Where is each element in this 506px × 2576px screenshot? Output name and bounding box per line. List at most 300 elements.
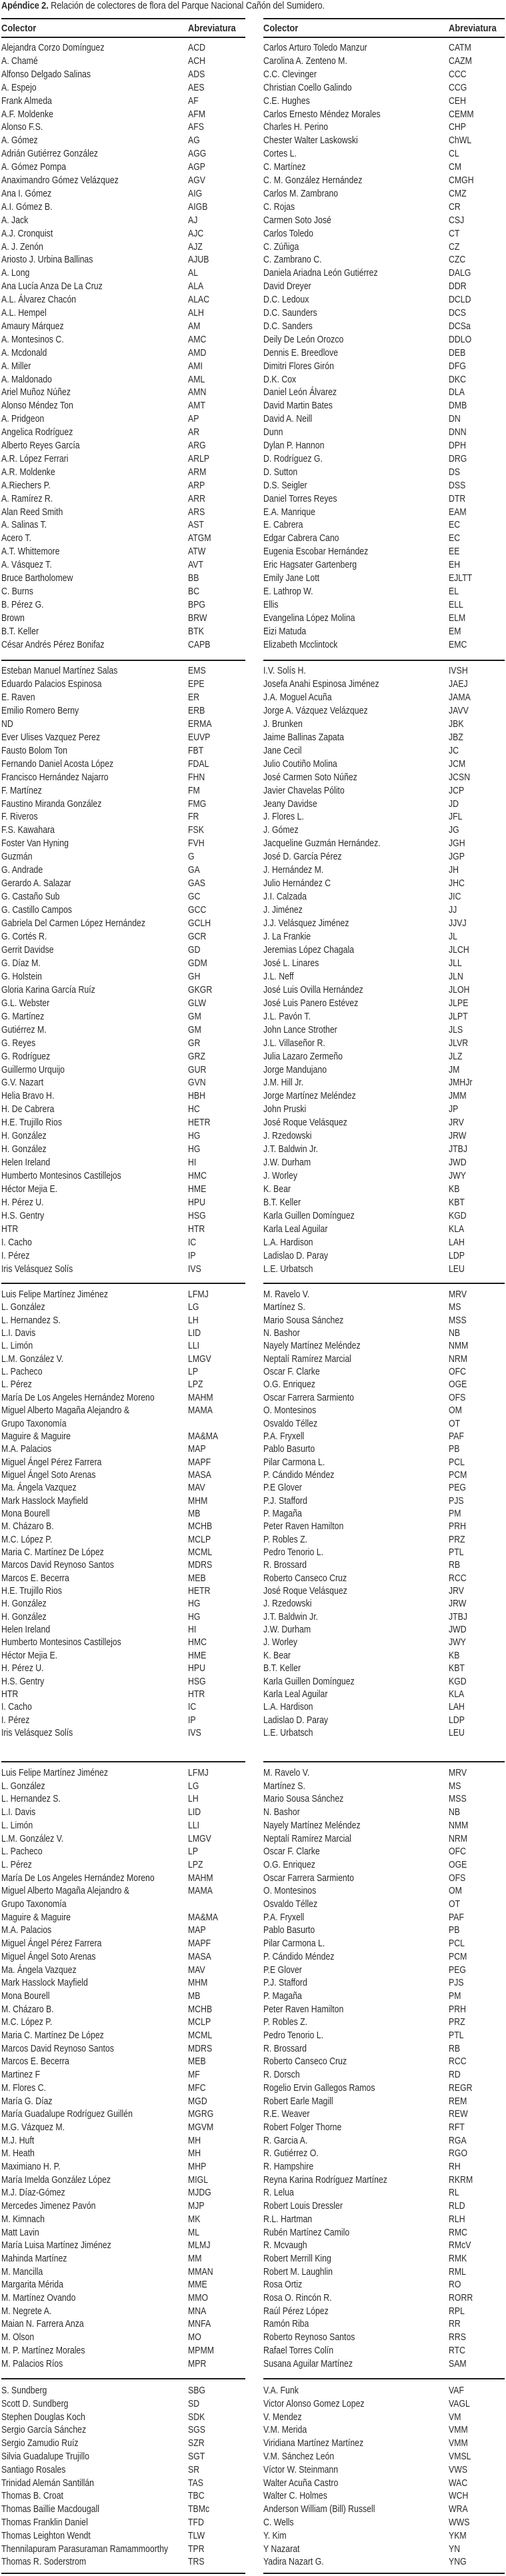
collector-abbreviation: LPZ — [188, 1379, 203, 1391]
collector-abbreviation: HG — [188, 1610, 201, 1622]
collector-abbreviation: LEU — [449, 1263, 465, 1275]
section-1-right-rule — [263, 660, 505, 661]
collector-abbreviation: JTBJ — [449, 1143, 468, 1155]
section-4-right-rule — [263, 2378, 505, 2379]
collector-name: Rosa O. Rincón R. — [263, 2292, 332, 2303]
collector-name: M.C. López P. — [1, 1533, 53, 1545]
collector-name: C. Rojas — [263, 201, 295, 213]
collector-name: Sergio García Sánchez — [1, 2424, 87, 2436]
collector-name: Miguel Ángel Pérez Farrera — [1, 1456, 102, 1468]
collector-name: A.L. Álvarez Chacón — [1, 294, 77, 306]
collector-name: K. Bear — [263, 1183, 291, 1195]
collector-abbreviation: EE — [449, 546, 460, 558]
collector-name: Ariel Muñoz Núñez — [1, 386, 71, 398]
collector-name: María Guadalupe Rodríguez Guillén — [1, 2108, 133, 2120]
collector-abbreviation: YKM — [449, 2529, 467, 2541]
collector-name: G. Holstein — [1, 970, 42, 982]
collector-abbreviation: WRA — [449, 2503, 468, 2515]
collector-abbreviation: MAMA — [188, 1405, 213, 1417]
collector-name: Mercedes Jimenez Pavón — [1, 2200, 96, 2212]
collector-name: Miguel Alberto Magaña Alejandro & — [1, 1405, 130, 1417]
collector-abbreviation: HETR — [188, 1585, 211, 1597]
collector-abbreviation: WAC — [449, 2477, 468, 2489]
collector-abbreviation: PJS — [449, 1495, 464, 1507]
collector-abbreviation: OFS — [449, 1872, 466, 1884]
collector-abbreviation: SGS — [188, 2424, 205, 2436]
collector-name: Deily De León Orozco — [263, 333, 344, 345]
collector-name: Helia Bravo H. — [1, 1090, 55, 1102]
collector-abbreviation: MAHM — [188, 1872, 213, 1884]
collector-abbreviation: PRZ — [449, 1533, 465, 1545]
collector-abbreviation: MAV — [188, 1482, 205, 1494]
collector-abbreviation: GKGR — [188, 983, 213, 995]
collector-abbreviation: JMM — [449, 1090, 467, 1102]
collector-abbreviation: GA — [188, 864, 200, 876]
collector-name: P.A. Fryxell — [263, 1430, 305, 1442]
collector-name: Gabriela Del Carmen López Hernández — [1, 918, 146, 930]
collector-abbreviation: SR — [188, 2463, 200, 2475]
collector-name: Mark Hasslock Mayfield — [1, 1495, 88, 1507]
collector-name: A.R. Moldenke — [1, 466, 55, 478]
collector-name: L.I. Davis — [1, 1806, 36, 1818]
collector-name: Helen Ireland — [1, 1157, 51, 1169]
collector-name: Jeany Davidse — [263, 798, 317, 810]
collector-name: O.G. Enriquez — [263, 1858, 315, 1870]
collector-abbreviation: LG — [188, 1301, 199, 1313]
collector-name: V. Mendez — [263, 2411, 302, 2423]
collector-name: Evangelina López Molina — [263, 612, 355, 624]
collector-name: Chester Walter Laskowski — [263, 135, 358, 147]
collector-abbreviation: PRH — [449, 2003, 466, 2015]
collector-name: Gloria Karina García Ruíz — [1, 983, 95, 995]
collector-abbreviation: LDP — [449, 1249, 465, 1261]
collector-name: I. Cacho — [1, 1236, 32, 1248]
collector-abbreviation: ALH — [188, 307, 204, 319]
collector-abbreviation: JRW — [449, 1598, 467, 1610]
collector-abbreviation: NRM — [449, 1832, 468, 1844]
collector-name: C. M. González Hernández — [263, 175, 363, 186]
collector-name: Jeremias López Chagala — [263, 944, 355, 956]
collector-name: D.C. Ledoux — [263, 294, 309, 306]
collector-abbreviation: SDK — [188, 2411, 205, 2423]
collector-name: Ellis — [263, 598, 279, 610]
collector-abbreviation: NMM — [449, 1819, 469, 1831]
collector-name: B.T. Keller — [1, 625, 39, 637]
collector-abbreviation: HMC — [188, 1636, 207, 1648]
collector-name: N. Bashor — [263, 1327, 300, 1339]
collector-abbreviation: DTR — [449, 492, 466, 504]
collector-name: M. Ravelo V. — [263, 1767, 310, 1778]
collector-name: Amaury Márquez — [1, 320, 64, 332]
collector-abbreviation: HTR — [188, 1688, 205, 1700]
collector-abbreviation: KGD — [449, 1675, 467, 1687]
collector-abbreviation: MIGL — [188, 2174, 209, 2186]
collector-name: Thomas B. Croat — [1, 2490, 63, 2502]
collector-name: Alejandra Corzo Domínguez — [1, 42, 105, 53]
collector-abbreviation: JBK — [449, 718, 464, 730]
collector-name: Julio Coutiño Molina — [263, 758, 337, 770]
collector-name: Karla Guillen Domínguez — [263, 1675, 355, 1687]
collector-name: Nayely Martínez Meléndez — [263, 1340, 361, 1352]
collector-abbreviation: BC — [188, 585, 200, 597]
collector-abbreviation: ERMA — [188, 718, 212, 730]
collector-abbreviation: OM — [449, 1885, 462, 1897]
collector-name: Ariosto J. Urbina Ballinas — [1, 254, 93, 266]
collector-name: Pedro Tenorio L. — [263, 2030, 324, 2041]
collector-abbreviation: LEU — [449, 1726, 465, 1738]
collector-abbreviation: EUVP — [188, 731, 211, 743]
collector-abbreviation: DRG — [449, 452, 467, 464]
collector-abbreviation: TBC — [188, 2490, 205, 2502]
collector-name: V.A. Funk — [263, 2385, 299, 2396]
collector-abbreviation: HI — [188, 1624, 197, 1636]
collector-abbreviation: MCHB — [188, 1521, 213, 1533]
collector-name: Pablo Basurto — [263, 1443, 315, 1455]
collector-name: Ana Lucía Anza De La Cruz — [1, 281, 103, 293]
collector-name: O. Montesinos — [263, 1405, 317, 1417]
collector-name: G. Reyes — [1, 1037, 36, 1049]
collector-name: J.L. Pavón T. — [263, 1010, 311, 1022]
collector-name: A. Jack — [1, 214, 29, 226]
collector-abbreviation: FR — [188, 811, 199, 823]
collector-name: Helen Ireland — [1, 1624, 51, 1636]
collector-name: J.T. Baldwin Jr. — [263, 1143, 319, 1155]
collector-abbreviation: JL — [449, 931, 457, 942]
collector-abbreviation: RPL — [449, 2305, 465, 2317]
collector-abbreviation: AL — [188, 267, 199, 279]
collector-abbreviation: OFC — [449, 1846, 466, 1858]
collector-abbreviation: MNFA — [188, 2318, 211, 2330]
collector-name: D. Sutton — [263, 466, 298, 478]
collector-abbreviation: TAS — [188, 2477, 204, 2489]
collector-name: Dennis E. Breedlove — [263, 346, 339, 358]
collector-abbreviation: JHC — [449, 878, 465, 890]
collector-abbreviation: RH — [449, 2161, 461, 2172]
collector-name: C. Wells — [263, 2517, 294, 2528]
collector-name: Carlos Ernesto Méndez Morales — [263, 108, 381, 120]
collector-name: J. Rzedowski — [263, 1130, 312, 1142]
collector-name: R. Lelua — [263, 2187, 294, 2199]
collector-abbreviation: AF — [188, 95, 199, 107]
collector-abbreviation: MAHM — [188, 1391, 213, 1403]
collector-abbreviation: NB — [449, 1327, 461, 1339]
collector-name: Margarita Mérida — [1, 2279, 63, 2291]
collector-name: Thomas Franklin Daniel — [1, 2517, 88, 2528]
collector-abbreviation: RGA — [449, 2134, 467, 2146]
collector-name: M. Negrete A. — [1, 2305, 52, 2317]
collector-name: José Roque Velásquez — [263, 1585, 347, 1597]
collector-abbreviation: FDAL — [188, 758, 209, 770]
collector-abbreviation: MJDG — [188, 2187, 211, 2199]
collector-name: Marcos E. Becerra — [1, 1572, 69, 1584]
collector-abbreviation: PTL — [449, 1547, 464, 1558]
collector-abbreviation: AIG — [188, 187, 203, 199]
collector-name: A. Espejo — [1, 81, 37, 93]
collector-name: Gutiérrez M. — [1, 1023, 47, 1035]
collector-abbreviation: PM — [449, 1507, 461, 1519]
collector-abbreviation: HG — [188, 1598, 201, 1610]
collector-name: Dunn — [263, 426, 283, 438]
collector-abbreviation: PCL — [449, 1938, 465, 1950]
collector-name: Pilar Carmona L. — [263, 1938, 325, 1950]
collector-name: O.G. Enriquez — [263, 1379, 315, 1391]
collector-abbreviation: JTBJ — [449, 1610, 468, 1622]
collector-name: G. Díaz M. — [1, 957, 41, 969]
collector-abbreviation: ACH — [188, 55, 205, 67]
collector-name: Francisco Hernández Najarro — [1, 771, 109, 783]
collector-name: E. Cabrera — [263, 519, 303, 531]
collector-abbreviation: IP — [188, 1249, 196, 1261]
collector-abbreviation: YNG — [449, 2556, 467, 2568]
collector-abbreviation: G — [188, 851, 195, 863]
collector-abbreviation: MFC — [188, 2082, 206, 2094]
collector-name: Guzmán — [1, 851, 33, 863]
collector-name: María Imelda González López — [1, 2174, 111, 2186]
collector-name: J.L. Villaseñor R. — [263, 1037, 325, 1049]
collector-name: N. Bashor — [263, 1806, 300, 1818]
collector-name: Guillermo Urquijo — [1, 1063, 65, 1075]
collector-abbreviation: NMM — [449, 1340, 469, 1352]
collector-abbreviation: RGO — [449, 2148, 468, 2160]
collector-name: F. Riveros — [1, 811, 38, 823]
collector-abbreviation: EMS — [188, 665, 206, 676]
collector-abbreviation: LFMJ — [188, 1289, 209, 1300]
collector-name: Luis Felipe Martínez Jiménez — [1, 1289, 108, 1300]
collector-abbreviation: CZ — [449, 241, 460, 253]
collector-name: Y Nazarat — [263, 2543, 300, 2555]
collector-abbreviation: IC — [188, 1701, 197, 1713]
collector-name: José D. García Pérez — [263, 851, 342, 863]
collector-name: Maria C. Martínez De López — [1, 1547, 104, 1558]
collector-name: Daniel Torres Reyes — [263, 492, 337, 504]
collector-name: Alberto Reyes García — [1, 440, 80, 451]
collector-abbreviation: DMB — [449, 400, 467, 412]
collector-name: Héctor Mejia E. — [1, 1183, 58, 1195]
collector-name: John Pruski — [263, 1103, 307, 1115]
collector-name: Roberto Reynoso Santos — [263, 2331, 355, 2343]
collector-abbreviation: KGD — [449, 1209, 467, 1221]
collector-name: Carolina A. Zenteno M. — [263, 55, 347, 67]
collector-name: B.T. Keller — [263, 1197, 301, 1208]
collector-name: Jorge Mandujano — [263, 1063, 327, 1075]
collector-name: Robert M. Laughlin — [263, 2265, 333, 2277]
collector-name: G. Cortés R. — [1, 931, 47, 942]
collector-abbreviation: FM — [188, 784, 200, 796]
collector-abbreviation: CATM — [449, 42, 471, 53]
collector-name: A. Gómez Pompa — [1, 161, 67, 173]
collector-abbreviation: ELM — [449, 612, 466, 624]
collector-abbreviation: RB — [449, 2042, 461, 2054]
collector-name: P. Cándido Méndez — [263, 1469, 335, 1481]
collector-abbreviation: NB — [449, 1806, 461, 1818]
collector-abbreviation: JRW — [449, 1130, 467, 1142]
collector-name: I. Cacho — [1, 1701, 32, 1713]
header-abbreviation-left: Abreviatura — [188, 23, 236, 34]
collector-abbreviation: JLN — [449, 970, 463, 982]
collector-abbreviation: REM — [449, 2095, 467, 2107]
collector-abbreviation: ADS — [188, 68, 205, 80]
collector-name: M.C. López P. — [1, 2016, 53, 2028]
collector-abbreviation: JP — [449, 1103, 459, 1115]
collector-name: Thomas Baillie Macdougall — [1, 2503, 99, 2515]
collector-abbreviation: GCC — [188, 904, 207, 916]
collector-name: Faustino Miranda González — [1, 798, 102, 810]
collector-name: J.M. Hill Jr. — [263, 1077, 304, 1089]
collector-abbreviation: CCG — [449, 81, 467, 93]
collector-name: Robert Louis Dressler — [263, 2200, 343, 2212]
collector-name: Maian N. Farrera Anza — [1, 2318, 84, 2330]
collector-abbreviation: MA&MA — [188, 1911, 219, 1923]
section-3-left-rule — [1, 1761, 245, 1762]
collector-abbreviation: MS — [449, 1780, 461, 1792]
collector-abbreviation: GRZ — [188, 1050, 205, 1062]
collector-name: Anderson William (Bill) Russell — [263, 2503, 375, 2515]
collector-abbreviation: LPZ — [188, 1858, 203, 1870]
collector-abbreviation: GM — [188, 1023, 201, 1035]
collector-name: Martínez S. — [263, 1780, 305, 1792]
collector-abbreviation: IVS — [188, 1726, 201, 1738]
collector-abbreviation: VAGL — [449, 2397, 470, 2409]
collector-name: L. Pérez — [1, 1858, 32, 1870]
collector-abbreviation: TLW — [188, 2529, 205, 2541]
collector-name: Emilio Romero Berny — [1, 704, 79, 716]
collector-abbreviation: HG — [188, 1130, 201, 1142]
collector-name: A.I. Gómez B. — [1, 201, 53, 213]
collector-name: C.E. Hughes — [263, 95, 310, 107]
collector-name: Peter Raven Hamilton — [263, 2003, 344, 2015]
collector-abbreviation: AMT — [188, 400, 205, 412]
collector-name: P.J. Stafford — [263, 1977, 307, 1989]
collector-name: H. González — [1, 1610, 47, 1622]
collector-name: Mona Bourell — [1, 1990, 50, 2002]
collector-abbreviation: KB — [449, 1649, 460, 1661]
collector-name: M. Heath — [1, 2148, 35, 2160]
collector-name: E. Lathrop W. — [263, 585, 313, 597]
collector-name: José Luis Panero Estévez — [263, 997, 359, 1009]
collector-name: David Dreyer — [263, 281, 311, 293]
collector-name: J. Worley — [263, 1636, 298, 1648]
collector-abbreviation: RCC — [449, 1572, 467, 1584]
collector-name: P.A. Fryxell — [263, 1911, 305, 1923]
collector-name: I.V. Solís H. — [263, 665, 306, 676]
collector-abbreviation: RMK — [449, 2252, 467, 2264]
collector-abbreviation: HME — [188, 1649, 207, 1661]
collector-abbreviation: SZR — [188, 2437, 205, 2449]
collector-name: Bruce Bartholomew — [1, 572, 73, 584]
collector-name: K. Bear — [263, 1649, 291, 1661]
collector-name: E. Raven — [1, 691, 35, 703]
collector-abbreviation: GLW — [188, 997, 207, 1009]
collector-name: A. Montesinos C. — [1, 333, 64, 345]
collector-abbreviation: JGH — [449, 838, 465, 850]
collector-abbreviation: JIC — [449, 891, 461, 903]
collector-abbreviation: BRW — [188, 612, 207, 624]
collector-name: L.I. Davis — [1, 1327, 36, 1339]
collector-name: José L. Linares — [263, 957, 319, 969]
collector-name: D.K. Cox — [263, 373, 297, 385]
collector-name: Anaximandro Gómez Velázquez — [1, 175, 119, 186]
collector-name: J.I. Calzada — [263, 891, 307, 903]
collector-name: H. Pérez U. — [1, 1662, 44, 1674]
collector-name: G. Rodríguez — [1, 1050, 51, 1062]
collector-name: R. Brossard — [263, 1559, 307, 1571]
collector-abbreviation: OM — [449, 1405, 462, 1417]
collector-abbreviation: ALAC — [188, 294, 210, 306]
collector-abbreviation: JWD — [449, 1624, 467, 1636]
collector-name: F.S. Kawahara — [1, 824, 55, 836]
collector-name: Pablo Basurto — [263, 1924, 315, 1936]
collector-name: M. Flores C. — [1, 2082, 46, 2094]
collector-name: María De Los Angeles Hernández Moreno — [1, 1872, 155, 1884]
collector-name: P. Robles Z. — [263, 2016, 308, 2028]
collector-name: B.T. Keller — [263, 1662, 301, 1674]
collector-name: C. Martínez — [263, 161, 306, 173]
collector-abbreviation: KLA — [449, 1223, 465, 1235]
collector-name: Oscar F. Clarke — [263, 1846, 320, 1858]
collector-name: Carlos M. Zambrano — [263, 187, 339, 199]
collector-abbreviation: IP — [188, 1714, 196, 1726]
collector-name: Silvia Guadalupe Trujillo — [1, 2451, 89, 2462]
collector-abbreviation: MCLP — [188, 1533, 211, 1545]
collector-name: Stephen Douglas Koch — [1, 2411, 85, 2423]
collector-abbreviation: JLZ — [449, 1050, 463, 1062]
collector-abbreviation: HME — [188, 1183, 207, 1195]
collector-name: J. Brunken — [263, 718, 303, 730]
collector-abbreviation: CHP — [449, 121, 466, 133]
collector-abbreviation: MAV — [188, 1964, 205, 1976]
collector-abbreviation: RRS — [449, 2331, 466, 2343]
collector-abbreviation: CL — [449, 148, 459, 160]
collector-abbreviation: MO — [188, 2331, 201, 2343]
collector-name: Robert Folger Thorne — [263, 2121, 342, 2133]
collector-abbreviation: JCM — [449, 758, 466, 770]
collector-abbreviation: CSJ — [449, 214, 465, 226]
collector-abbreviation: DNN — [449, 426, 467, 438]
collector-abbreviation: VM — [449, 2411, 461, 2423]
collector-name: Héctor Mejia E. — [1, 1649, 58, 1661]
collector-abbreviation: JRV — [449, 1117, 465, 1129]
collector-abbreviation: JMHJr — [449, 1077, 473, 1089]
collector-abbreviation: GCLH — [188, 918, 211, 930]
collector-name: Fausto Bolom Ton — [1, 744, 67, 756]
header-bottom-rule-right — [263, 37, 505, 38]
collector-name: Yadira Nazart G. — [263, 2556, 324, 2568]
collector-abbreviation: JLVR — [449, 1037, 469, 1049]
collector-abbreviation: AJUB — [188, 254, 209, 266]
collector-name: Brown — [1, 612, 25, 624]
collector-abbreviation: DPH — [449, 440, 466, 451]
collector-name: H.S. Gentry — [1, 1209, 45, 1221]
collector-name: J. Worley — [263, 1170, 298, 1182]
collector-name: César Andrés Pérez Bonifaz — [1, 638, 105, 650]
collector-abbreviation: DLA — [449, 386, 465, 398]
collector-abbreviation: LID — [188, 1327, 201, 1339]
collector-abbreviation: RKRM — [449, 2174, 473, 2186]
collector-abbreviation: LLI — [188, 1340, 200, 1352]
collector-abbreviation: DCLD — [449, 294, 471, 306]
collector-abbreviation: AJC — [188, 227, 204, 239]
collector-abbreviation: AR — [188, 426, 200, 438]
collector-name: ND — [1, 718, 13, 730]
collector-abbreviation: LMGV — [188, 1353, 211, 1365]
collector-name: J. Gómez — [263, 824, 299, 836]
collector-name: Charles H. Perino — [263, 121, 329, 133]
collector-name: L.A. Hardison — [263, 1701, 313, 1713]
collector-name: Jaime Ballinas Zapata — [263, 731, 345, 743]
collector-abbreviation: CAZM — [449, 55, 472, 67]
collector-abbreviation: AFS — [188, 121, 204, 133]
collector-name: H. González — [1, 1598, 47, 1610]
